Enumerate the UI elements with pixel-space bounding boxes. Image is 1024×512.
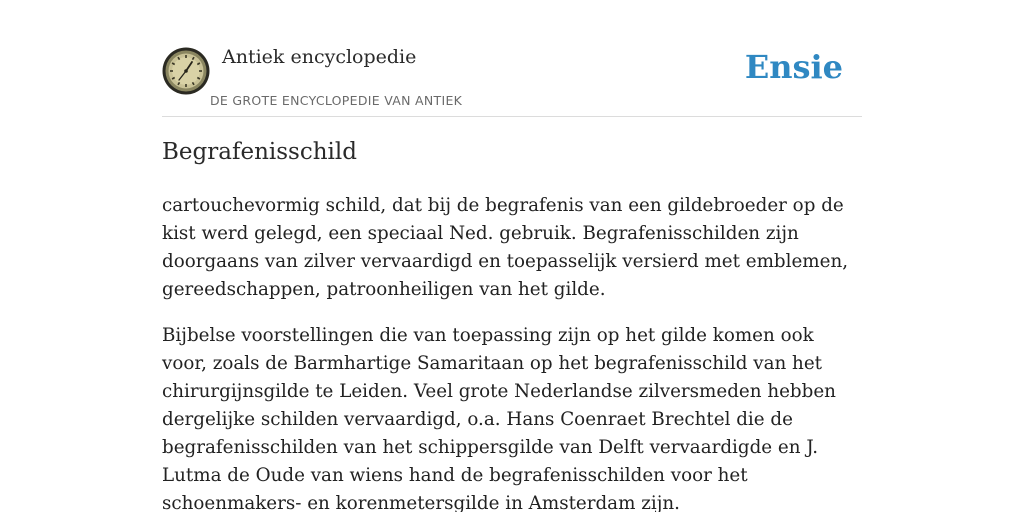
- site-header: [162, 40, 862, 117]
- ensie-brand-logo[interactable]: Ensie: [744, 48, 843, 86]
- article-paragraph: cartouchevormig schild, dat bij de begrafenis van een gildebroeder op de kist werd gelegd, een speciaal Ned. gebruik. Begrafenisschilden zijn doorgaans van zilver vervaardigd en toepasselijk versierd met emblemen, gereedschappen, patroonheiligen van het gilde.: [162, 195, 849, 300]
- clock-icon[interactable]: [162, 47, 210, 95]
- site-subtitle: DE GROTE ENCYCLOPEDIE VAN ANTIEK: [210, 93, 463, 108]
- article-paragraph: Bijbelse voorstellingen die van toepassing zijn op het gilde komen ook voor, zoals de Barmhartige Samaritaan op het begrafenisschild van het chirurgijnsgilde te Leiden. Veel grote Nederlandse zilversmeden hebben dergelijke schilden vervaardigd, o.a. Hans Coenraet Brechtel die de begrafenisschilden van het schippersgilde van Delft vervaardigde en J. Lutma de Oude van wiens hand de begrafenisschilden voor het schoenmakers- en korenmetersgilde in Amsterdam zijn.: [162, 325, 836, 512]
- site-title-link[interactable]: Antiek encyclopedie: [222, 46, 417, 68]
- article-body: [162, 192, 862, 512]
- page-title: Begrafenisschild: [162, 139, 357, 165]
